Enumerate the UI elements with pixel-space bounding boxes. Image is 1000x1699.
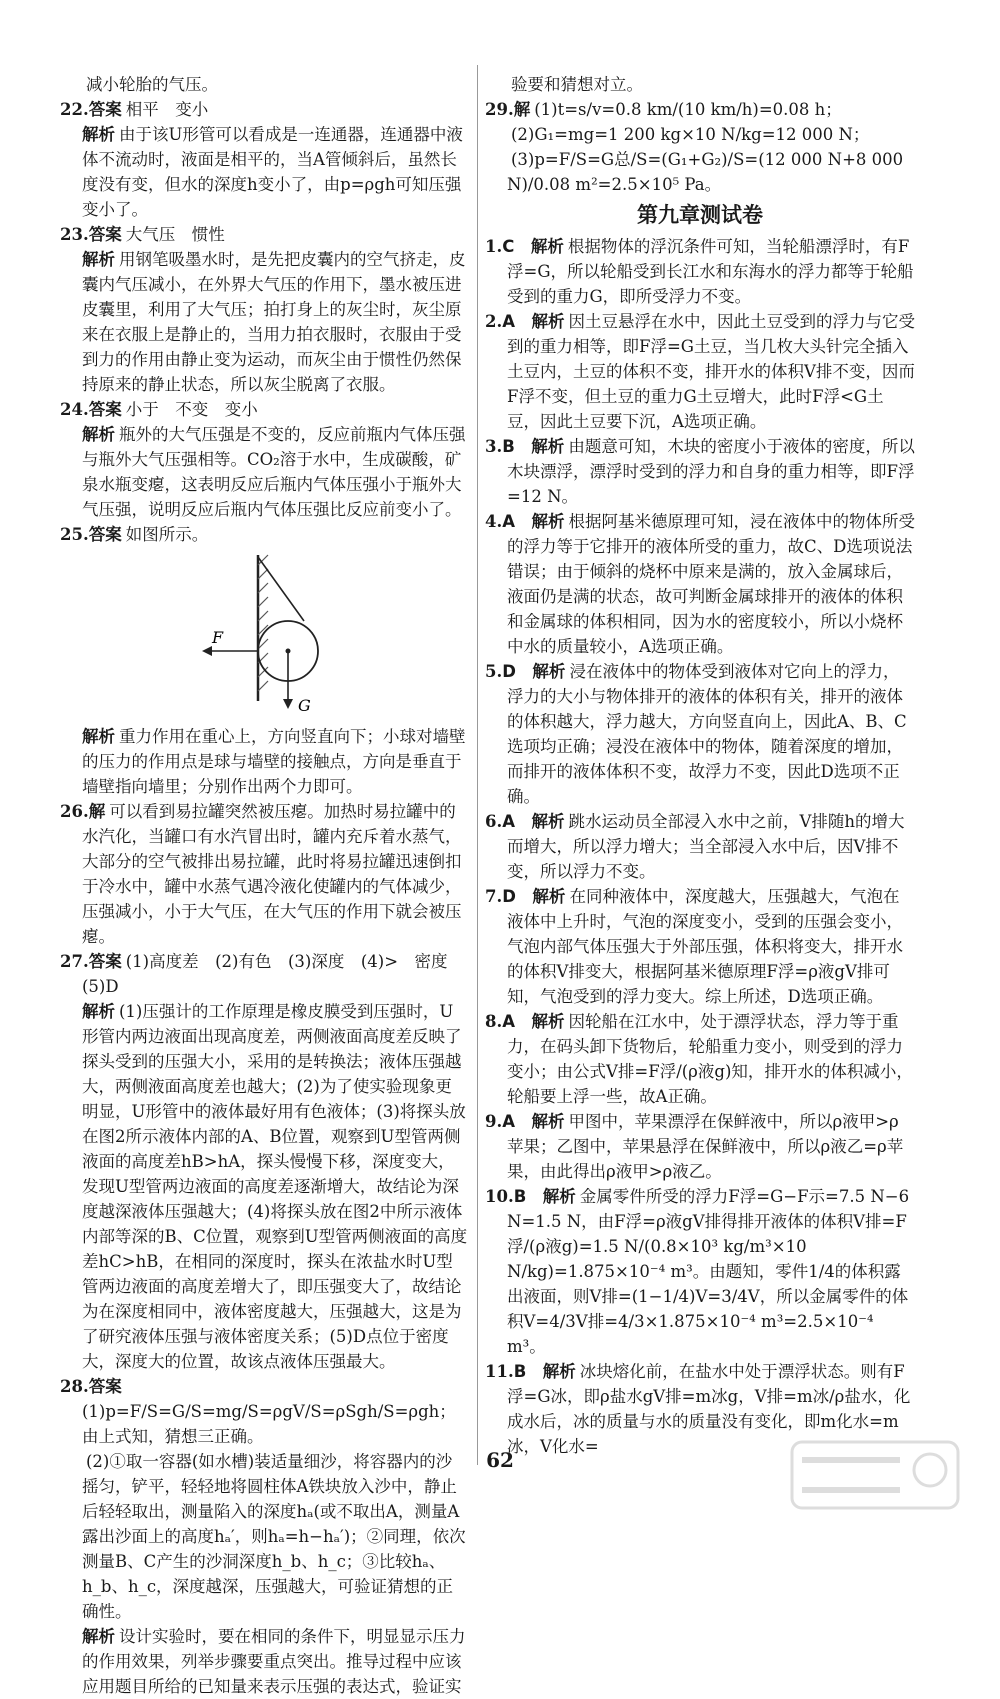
- answer-label: B 解析: [513, 1362, 576, 1381]
- answer-item: [60, 1374, 468, 1449]
- answer-text: (2)①取一容器(如水槽)装适量细沙，将容器内的沙摇匀，铲平，轻轻地将圆柱体A铁块放入沙中，静止后轻轻取出，测量陷入的深度hₐ(或不取出A，测量A露出沙面上的高度hₐ′，则hₐ=h−hₐ′)；②同理，依次测量B、C产生的沙洞深度h_b、h_c；③比较hₐ、h_b、h_c，深度越深，压强越大，可验证猜想的正确性。: [82, 1452, 466, 1621]
- question-number: 3.: [485, 437, 503, 456]
- force-G-label: G: [298, 696, 311, 711]
- answer-item: [485, 434, 915, 509]
- question-number: 11.: [485, 1362, 514, 1381]
- answer-item: [60, 522, 468, 547]
- answer-text: (2)G₁=mg=1 200 kg×10 N/kg=12 000 N；: [511, 125, 870, 144]
- answer-text: 因土豆悬浮在水中，因此土豆受到的浮力与它受到的重力相等，即F浮=G土豆，当几枚大头针完全插入土豆内，土豆的体积不变，排开水的体积V排不变，因而F浮不变，但土豆的重力G土豆增大，此时F浮<G土豆，因此土豆要下沉，A选项正确。: [507, 312, 916, 431]
- answer-item: [485, 122, 915, 147]
- question-number: 6.: [485, 812, 503, 831]
- question-number: 7.: [485, 887, 503, 906]
- answer-item: [60, 949, 468, 999]
- answer-label: D 解析: [502, 662, 566, 681]
- answer-item: [60, 799, 468, 949]
- chapter-title: 第九章测试卷: [637, 203, 763, 227]
- question-number: 23.: [60, 225, 89, 244]
- answer-text: 冰块熔化前，在盐水中处于漂浮状态。则有F浮=G冰，即ρ盐水gV排=m冰g，V排=m冰/ρ盐水，化成水后，冰的质量与水的质量没有变化，即m化水=m冰，V化水=: [507, 1362, 911, 1456]
- question-number: 9.: [485, 1112, 503, 1131]
- answer-item: [485, 147, 915, 197]
- left-answers-top: [60, 72, 468, 547]
- right-column: [485, 72, 915, 1459]
- answer-label: A 解析: [502, 1012, 565, 1031]
- answer-label: A 解析: [502, 812, 565, 831]
- answer-item: [60, 247, 468, 397]
- answer-item: [60, 999, 468, 1374]
- answer-text: 大气压 惯性: [125, 225, 225, 244]
- answer-label: 解析: [82, 1002, 115, 1021]
- answer-label: A 解析: [502, 312, 565, 331]
- answer-text: 根据阿基米德原理可知，浸在液体中的物体所受的浮力等于它排开的液体所受的重力，故C、D选项说法错误；由于倾斜的烧杯中原来是满的，放入金属球后，液面仍是满的状态，故可判断金属球排开的液体的体积和金属球的体积相同，因为水的密度较小，所以小烧杯中水的质量较小，A选项正确。: [507, 512, 916, 656]
- question-number: 26.: [60, 802, 89, 821]
- chapter-nine-answers: [485, 234, 915, 1459]
- answer-label: 答案: [88, 952, 122, 971]
- answer-item: [485, 509, 915, 659]
- answer-item: [60, 724, 468, 799]
- answer-text: (3)p=F/S=G总/S=(G₁+G₂)/S=(12 000 N+8 000 N)/0.08 m²=2.5×10⁵ Pa。: [507, 150, 904, 194]
- answer-item: [485, 97, 915, 122]
- answer-text: 小于 不变 变小: [125, 400, 258, 419]
- answer-item: [485, 1009, 915, 1109]
- force-F-label: F: [212, 628, 224, 647]
- answer-item: [485, 809, 915, 884]
- answer-item: [60, 1624, 468, 1699]
- answer-label: 解析: [82, 425, 115, 444]
- answer-item: [60, 422, 468, 522]
- question-number: 1.: [485, 237, 503, 256]
- answer-label: 答案: [88, 400, 122, 419]
- answer-label: 答案: [88, 525, 122, 544]
- answer-label: 答案: [88, 100, 122, 119]
- question-number: 29.: [485, 100, 514, 119]
- answer-item: [485, 309, 915, 434]
- answer-text: (1)压强计的工作原理是橡皮膜受到压强时，U形管内两边液面出现高度差，两侧液面高度差反映了探头受到的压强大小，采用的是转换法；液体压强越大，两侧液面高度差也越大；(2)为了使实验现象更明显，U形管中的液体最好用有色液体；(3)将探头放在图2所示液体内部的A、B位置，观察到U型管两侧液面的高度差hB>hA，探头慢慢下移，深度变大，发现U型管两边液面的高度差逐渐增大，故结论为深度越深液体压强越大；(4)将探头放在图2中所示液体内部等深的B、C位置，观察到U型管两侧液面的高度差hC>hB，在相同的深度时，探头在浓盐水时U型管两边液面的高度差增大了，即压强变大了，故结论为在深度相同中，液体密度越大，压强越大，这是为了研究液体压强与液体密度关系；(5)D点位于密度大，深度大的位置，故该点液体压强最大。: [82, 1002, 468, 1371]
- answer-item: [485, 659, 915, 809]
- answer-item: [485, 1184, 915, 1359]
- answer-text: 可以看到易拉罐突然被压瘪。加热时易拉罐中的水汽化，当罐口有水汽冒出时，罐内充斥着水蒸气，大部分的空气被排出易拉罐，此时将易拉罐迅速倒扣于冷水中，罐中水蒸气遇冷液化使罐内的气体减少，压强减小，小于大气压，在大气压的作用下就会被压瘪。: [82, 802, 462, 946]
- question-number: 25.: [60, 525, 89, 544]
- answer-label: 解析: [82, 125, 115, 144]
- question-number: 2.: [485, 312, 503, 331]
- answer-text: 甲图中，苹果漂浮在保鲜液中，所以ρ液甲>ρ苹果；乙图中，苹果悬浮在保鲜液中，所以ρ液乙=ρ苹果，由此得出ρ液甲>ρ液乙。: [507, 1112, 904, 1181]
- answer-label: 解析: [82, 1627, 115, 1646]
- answer-text: 瓶外的大气压强是不变的，反应前瓶内气体压强与瓶外大气压强相等。CO₂溶于水中，生成碳酸，矿泉水瓶变瘪，这表明反应后瓶内气体压强小于瓶外大气压强，说明反应后瓶内气体压强比反应前变小了。: [82, 425, 466, 519]
- question-number: 4.: [485, 512, 503, 531]
- question-number: 10.: [485, 1187, 514, 1206]
- answer-item: [485, 884, 915, 1009]
- answer-item: [60, 397, 468, 422]
- answer-text: 金属零件所受的浮力F浮=G−F示=7.5 N−6 N=1.5 N，由F浮=ρ液gV排得排开液体的体积V排=F浮/(ρ液g)=1.5 N/(0.8×10³ kg/m³×10 N/kg)=1.875×10⁻⁴ m³。由题知，零件1/4的体积露出液面，则V排=(1−1/4)V=3/4V，所以金属零件的体积V=4/3V排=4/3×1.875×10⁻⁴ m³=2.5×10⁻⁴ m³。: [507, 1187, 910, 1356]
- answer-item: [485, 234, 915, 309]
- question-number: 22.: [60, 100, 89, 119]
- answer-text: 用钢笔吸墨水时，是先把皮囊内的空气挤走，皮囊内气压减小，在外界大气压的作用下，墨水被压进皮囊里，利用了大气压；拍打身上的灰尘时，灰尘原来在衣服上是静止的，当用力拍衣服时，衣服由于受到力的作用由静止变为运动，而灰尘由于惯性仍然保持原来的静止状态，所以灰尘脱离了衣服。: [82, 250, 466, 394]
- answer-label: A 解析: [502, 512, 565, 531]
- answer-text: 相平 变小: [125, 100, 209, 119]
- page-number: 62: [486, 1448, 514, 1472]
- figure-25: [60, 551, 468, 718]
- answer-text: 减小轮胎的气压。: [86, 75, 218, 94]
- answer-text: 重力作用在重心上，方向竖直向下；小球对墙壁的压力的作用点是球与墙壁的接触点，方向是垂直于墙壁指向墙里；分别作出两个力即可。: [82, 727, 466, 796]
- force-diagram: [60, 551, 460, 711]
- answer-label: 解: [513, 100, 531, 119]
- answer-label: A 解析: [502, 1112, 565, 1131]
- answer-text: 设计实验时，要在相同的条件下，明显显示压力的作用效果，列举步骤要重点突出。推导过程中应该应用题目所给的已知量来表示压强的表达式，验证实: [82, 1627, 466, 1696]
- answer-text: 由于该U形管可以看成是一连通器，连通器中液体不流动时，液面是相平的，当A管倾斜后，虽然长度没有变，但水的深度h变小了，由p=ρgh可知压强变小了。: [82, 125, 463, 219]
- answer-text: 跳水运动员全部浸入水中之前，V排随h的增大而增大，所以浮力增大；当全部浸入水中后，因V排不变，所以浮力不变。: [507, 812, 905, 881]
- answer-item: [60, 222, 468, 247]
- question-number: 27.: [60, 952, 89, 971]
- answer-text: 在同种液体中，深度越大，压强越大，气泡在液体中上升时，气泡的深度变小，受到的压强会变小，气泡内部气体压强大于外部压强，体积将变大，排开水的体积V排变大，根据阿基米德原理F浮=ρ液gV排可知，气泡受到的浮力变大。综上所述，D选项正确。: [507, 887, 903, 1006]
- answer-item: [60, 122, 468, 222]
- answer-label: 答案: [88, 1377, 122, 1396]
- answer-label: C 解析: [502, 237, 564, 256]
- answer-item: [60, 1449, 468, 1624]
- answer-text: 因轮船在江水中，处于漂浮状态，浮力等于重力，在码头卸下货物后，轮船重力变小，则受到的浮力变小；由公式V排=F浮/(ρ液g)知，排开水的体积减小，轮船要上浮一些，故A正确。: [507, 1012, 913, 1106]
- answer-item: [485, 72, 915, 97]
- watermark-logo: [790, 1440, 960, 1510]
- answer-item: [60, 72, 468, 97]
- answer-label: 解: [88, 802, 106, 821]
- answer-text: 验要和猜想对立。: [511, 75, 643, 94]
- answer-text: 浸在液体中的物体受到液体对它向上的浮力，浮力的大小与物体排开的液体的体积有关，排开的液体的体积越大，浮力越大，方向竖直向上，因此A、B、C选项均正确；浸没在液体中的物体，随着深度的增加，而排开的液体体积不变，故浮力不变，因此D选项不正确。: [507, 662, 907, 806]
- answer-text: (1)高度差 (2)有色 (3)深度 (4)> 密度 (5)D: [82, 952, 465, 996]
- answer-text: 如图所示。: [125, 525, 209, 544]
- answer-item: [485, 1109, 915, 1184]
- answer-label: 解析: [82, 250, 115, 269]
- question-number: 24.: [60, 400, 89, 419]
- column-divider: [477, 65, 478, 1465]
- answer-text: (1)p=F/S=G/S=mg/S=ρgV/S=ρSgh/S=ρgh；由上式知，猜想三正确。: [82, 1402, 456, 1446]
- question-number: 28.: [60, 1377, 89, 1396]
- answer-text: 由题意可知，木块的密度小于液体的密度，所以木块漂浮，漂浮时受到的浮力和自身的重力相等，即F浮=12 N。: [507, 437, 915, 506]
- answer-text: 根据物体的浮沉条件可知，当轮船漂浮时，有F浮=G，所以轮船受到长江水和东海水的浮力都等于轮船受到的重力G，即所受浮力不变。: [507, 237, 914, 306]
- question-number: 8.: [485, 1012, 503, 1031]
- answer-label: B 解析: [502, 437, 565, 456]
- answer-label: D 解析: [502, 887, 566, 906]
- question-number: 5.: [485, 662, 503, 681]
- answer-label: B 解析: [513, 1187, 576, 1206]
- answer-text: (1)t=s/v=0.8 km/(10 km/h)=0.08 h；: [534, 100, 842, 119]
- answer-label: 解析: [82, 727, 115, 746]
- answer-label: 答案: [88, 225, 122, 244]
- answer-item: [60, 97, 468, 122]
- right-answers-top: [485, 72, 915, 197]
- left-answers-bottom: [60, 724, 468, 1699]
